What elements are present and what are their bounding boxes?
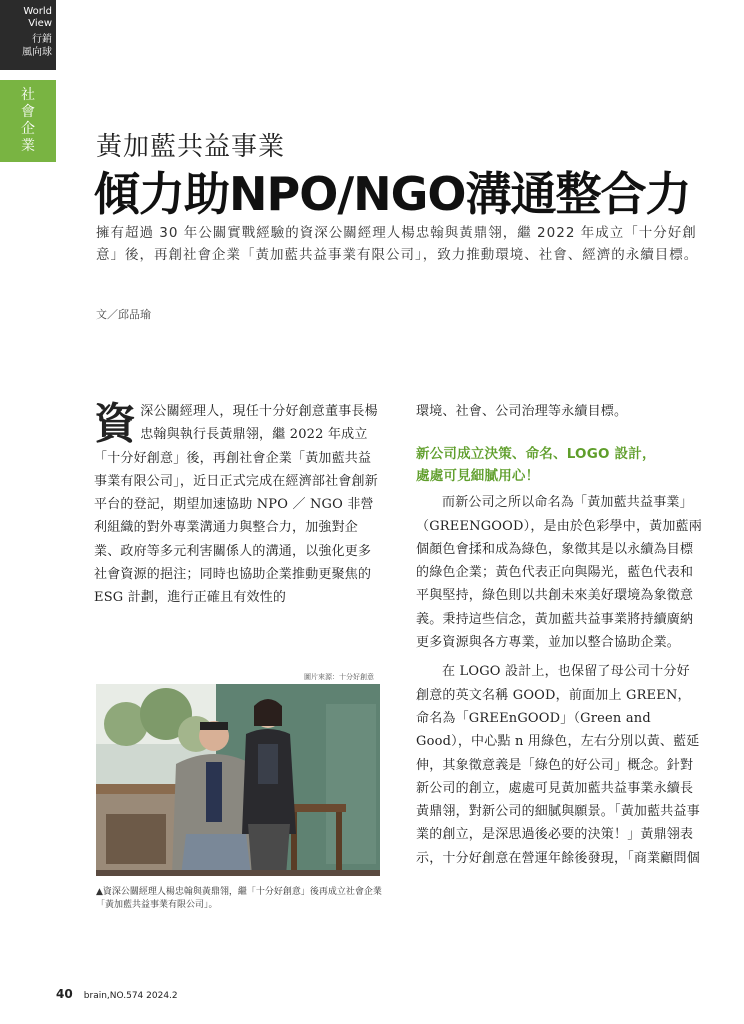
category-char: 企 bbox=[21, 121, 35, 137]
article-photo bbox=[96, 684, 380, 876]
drop-cap: 資 bbox=[94, 399, 137, 448]
section-tab-line: 風向球 bbox=[22, 47, 52, 58]
photo-caption: ▲資深公關經理人楊忠翰與黃鼎翎，繼「十分好創意」後再成立社會企業「黃加藍共益事業有限公司」。 bbox=[96, 887, 382, 910]
section-tab-line: World bbox=[23, 6, 52, 17]
issue-info: brain,NO.574 2024.2 bbox=[83, 991, 178, 1001]
photo-illustration bbox=[96, 684, 380, 876]
section-subheading bbox=[416, 443, 702, 487]
category-char: 業 bbox=[21, 138, 35, 154]
section-tab-line: 行銷 bbox=[32, 34, 52, 45]
page-footer bbox=[56, 983, 178, 1002]
body-paragraph: 而新公司之所以命名為「黃加藍共益事業」（GREENGOOD），是由於色彩學中，黃加藍兩個顏色會揉和成為綠色，象徵其是以永續為目標的綠色企業；黃色代表正向與陽光，藍色代表和平與堅持，綠色則以共創未來美好環境為象徵意義。秉持這些信念，黃加藍共益事業將持續廣納更多資源與各方專業，並加以整合協助企業。 bbox=[416, 495, 702, 651]
body-paragraph: 環境、社會、公司治理等永續目標。 bbox=[416, 404, 628, 419]
article-headline: 傾力助NPO/NGO溝通整合力 bbox=[94, 167, 691, 221]
photo-credit: 圖片來源：十分好創意 bbox=[304, 673, 374, 681]
page-number: 40 bbox=[56, 987, 73, 1001]
article-lead: 擁有超過 30 年公關實戰經驗的資深公關經理人楊忠翰與黃鼎翎，繼 2022 年成立「十分好創意」後，再創社會企業「黃加藍共益事業有限公司」，致力推動環境、社會、經濟的永續目標。 bbox=[96, 225, 699, 263]
section-tab-line: View bbox=[28, 18, 52, 29]
left-column bbox=[94, 400, 380, 610]
category-char: 社 bbox=[21, 87, 35, 103]
category-tab-social-enterprise bbox=[0, 80, 56, 162]
category-char: 會 bbox=[21, 104, 35, 120]
article-byline: 文／邱品瑜 bbox=[96, 308, 151, 321]
subheading-line: 新公司成立決策、命名、LOGO 設計， bbox=[416, 446, 656, 463]
subheading-line: 處處可見細膩用心！ bbox=[416, 468, 540, 485]
section-tab-world-view bbox=[0, 0, 56, 70]
body-paragraph: 在 LOGO 設計上，也保留了母公司十分好創意的英文名稱 GOOD，前面加上 GREEN，命名為「GREEnGOOD」（Green and Good），中心點 n 用綠色，左右分別以黃、藍延伸，其象徵意義是「綠色的好公司」概念。針對新公司的創立，處處可見黃加藍共益事業永續長黃鼎翎，對新公司的細膩與願景。「黃加藍共益事業的創立，是深思過後必要的決策！」黃鼎翎表示，十分好創意在營運年餘後發現，「商業顧問個 bbox=[416, 664, 700, 866]
right-column bbox=[416, 400, 702, 870]
body-paragraph: 深公關經理人，現任十分好創意董事長楊忠翰與執行長黃鼎翎，繼 2022 年成立「十分好創意」後，再創社會企業「黃加藍共益事業有限公司」，近日正式完成在經濟部社會創新平台的登記，期望加速協助 NPO ／ NGO 非營利組織的對外專業溝通力與整合力，加強對企業、政府等多元利害關係人的溝通，以強化更多社會資源的挹注；同時也協助企業推動更聚焦的 ESG 計劃，進行正確且有效性的 bbox=[94, 404, 378, 606]
article-kicker: 黃加藍共益事業 bbox=[96, 132, 286, 162]
